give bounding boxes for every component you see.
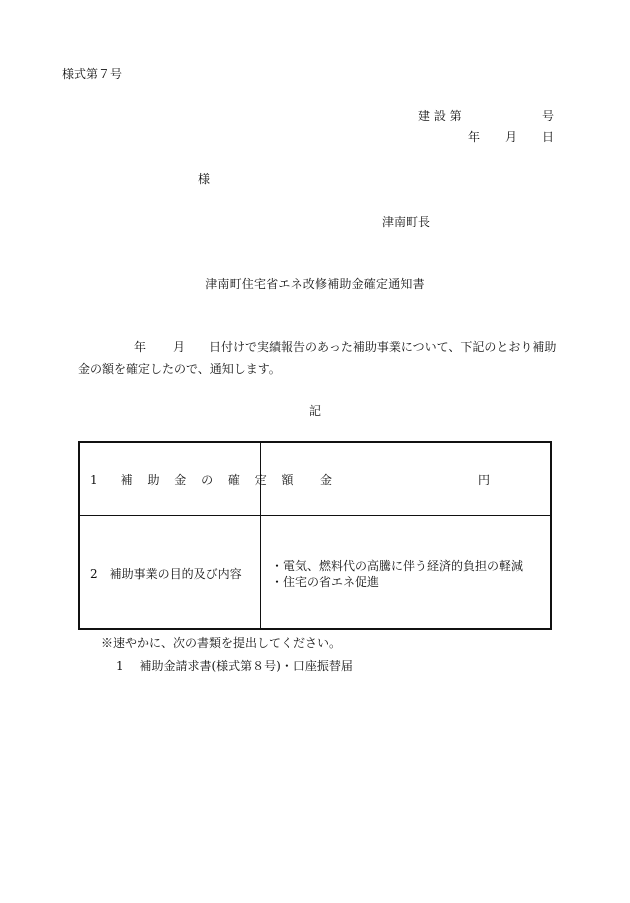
form-number: 様式第７号 <box>62 67 123 81</box>
row-2-purpose-2: ・住宅の省エネ促進 <box>271 575 380 589</box>
row-1-label: 1 補 助 金 の 確 定 額 <box>90 473 300 487</box>
date-month: 月 <box>505 130 518 144</box>
document-title: 津南町住宅省エネ改修補助金確定通知書 <box>205 277 425 291</box>
detail-table <box>78 441 552 630</box>
body-year: 年 <box>134 340 147 354</box>
table-row-divider <box>80 515 550 516</box>
row-2-purpose-1: ・電気、燃料代の高騰に伴う経済的負担の軽減 <box>271 559 524 573</box>
date-year: 年 <box>468 130 481 144</box>
doc-number-prefix: 建 設 第 <box>418 109 462 123</box>
row-1-amount-prefix: 金 <box>320 473 333 487</box>
sender: 津南町長 <box>382 215 431 229</box>
body-month: 月 <box>173 340 186 354</box>
body-line-1-rest: 日付けで実績報告のあった補助事業について、下記のとおり補助 <box>209 340 557 354</box>
ki-heading: 記 <box>308 404 321 418</box>
table-column-divider <box>260 443 261 628</box>
body-line-2: 金の額を確定したので、通知します。 <box>78 362 281 376</box>
attachment-item: 1 補助金請求書(様式第８号)・口座振替届 <box>116 659 353 673</box>
submission-note: ※速やかに、次の書類を提出してください。 <box>101 636 342 650</box>
doc-number-suffix: 号 <box>542 109 555 123</box>
addressee-suffix: 様 <box>198 172 211 186</box>
date-day: 日 <box>542 130 555 144</box>
row-1-amount-suffix: 円 <box>478 473 491 487</box>
row-2-label: 2 補助事業の目的及び内容 <box>90 567 242 581</box>
